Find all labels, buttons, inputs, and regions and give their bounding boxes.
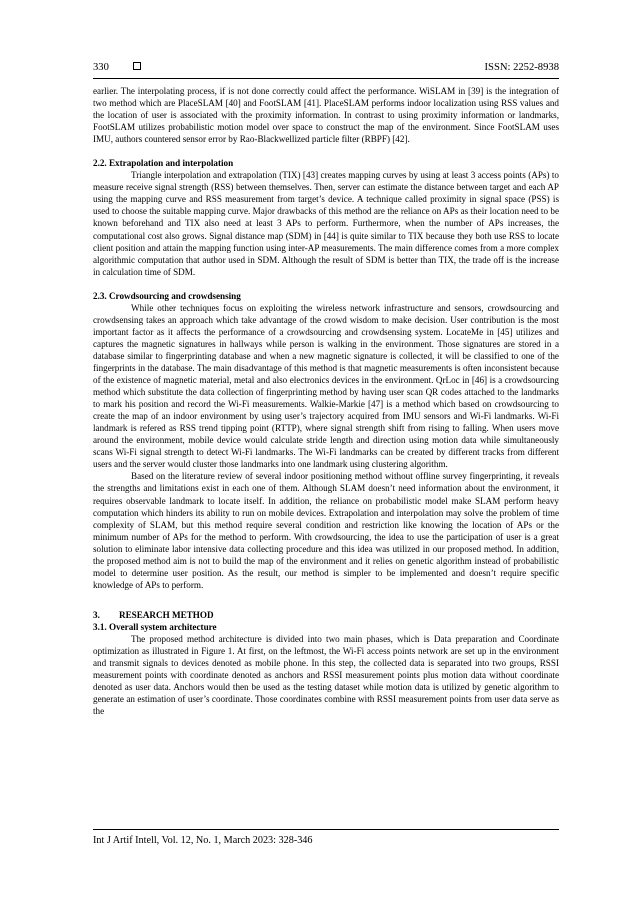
footer-rule [93,829,559,830]
section-title: RESEARCH METHOD [119,609,214,620]
section-number: 3. [93,609,100,620]
paragraph: While other techniques focus on exploiting the wireless network infrastructure and sensors, crowdsourcing and crowdsensing takes an approach which take advantage of the crowd wisdom to make decision. User contribution is the most important factor as it affects the performance of a crowdsourcing and crowdsensing system. LocateMe in [45] utilizes and captures the magnetic signatures in hallways while person is walking in the environment. Those signatures are stored in a database similar to fingerprinting database and when a new magnetic signature is collected, it will be classified to one of the fingerprints in the database. The main disadvantage of this method is that magnetic measurements is often inconsistent because of the existence of magnetic material, metal and also electronics devices in the environment. QrLoc in [46] is a crowdsourcing method which substitute the data collection of fingerprinting method by having user scan QR codes attached to the landmarks to mark his position and record the Wi-Fi measurements. Walkie-Markie [47] is a method which based on crowdsourcing to create the map of an indoor environment by using user’s trajectory acquired from IMU sensors and Wi-Fi landmarks. Wi-Fi landmark is refered as RSS trend tipping point (RTTP), where signal strength shift from rising to falling. When users move around the environment, mobile device would calculate stride length and direction using motion data while simultaneously scans Wi-Fi signal strength to detect Wi-Fi landmarks. The Wi-Fi landmarks can be created by different tracks from different users and the server would cluster those landmarks into one landmark using clustering algorithm. [93,302,559,470]
paragraph: Triangle interpolation and extrapolation (TIX) [43] creates mapping curves by using at least 3 access points (APs) to measure receive signal strength (RSS) between themselves. Then, server can estimate the distance between target and each AP using the mapping curve and RSS measurement from target’s device. A technique called proximity in signal space (PSS) is used to choose the suitable mapping curve. Major drawbacks of this method are the reliance on APs as their location need to be known beforehand and TIX also need at least 3 APs to perform. Furthermore, when the number of APs increases, the computational cost also grows. Signal distance map (SDM) in [44] is quite similar to TIX because they both use RSS to locate client position and attain the mapping function using inter-AP measurements. The main difference comes from a more complex algorithmic computation that author used in SDM. Although the result of SDM is better than TIX, the trade off is the increase in calculation time of SDM. [93,170,559,277]
paragraph: Based on the literature review of several indoor positioning method without offline survey fingerprinting, it reveals the strengths and limitations exist in each one of them. Although SLAM doesn’t need information about the environment, it requires observable landmark to locate itself. In addition, the reliance on probabilistic model make SLAM perform heavy computation which hinders its ability to run on mobile devices. Extrapolation and interpolation may solve the problem of time complexity of SLAM, but this method require several condition and restriction like knowing the location of APs or the minimum number of APs for the method to perform. With crowdsourcing, the idea to use the participation of user is a great solution to eliminate labor intensive data collecting procedure and this idea was utilized in our proposed method. In addition, the proposed method aim is not to build the map of the environment and it relies on genetic algorithm instead of probabilistic model to determine user position. As the result, our method is simpler to be implemented and doesn’t require specific knowledge of APs to perform. [93,471,559,590]
section-heading-2-2: 2.2. Extrapolation and interpolation [93,158,234,169]
section-heading-3 [93,609,559,621]
body-text [93,85,559,717]
section-heading-3-1: 3.1. Overall system architecture [93,621,217,632]
paragraph: The proposed method architecture is divided into two main phases, which is Data preparation and Coordinate optimization as illustrated in Figure 1. At first, on the leftmost, the Wi-Fi access points network are set up in the environment and transmit signals to devices denoted as mobile phone. In this step, the collected data is separated into two groups, RSSI measurement points with coordinate denoted as anchors and RSSI measurement points plus motion data without coordinate denoted as user data. Anchors would then be used as the testing dataset while motion data is utilized by genetic algorithm to generate an estimation of user’s coordinate. Those coordinates combine with RSSI measurement points from user data serve as the [93,633,559,717]
header-rule [93,78,559,79]
footer-citation: Int J Artif Intell, Vol. 12, No. 1, March 2023: 328-346 [93,835,313,846]
page-number: 330 [93,62,109,73]
issn: ISSN: 2252-8938 [484,62,559,73]
section-heading-2-3: 2.3. Crowdsourcing and crowdsensing [93,290,241,301]
page-header [93,59,559,79]
paragraph: earlier. The interpolating process, if is not done correctly could affect the performance. WiSLAM in [39] is the integration of two method which are PlaceSLAM [40] and FootSLAM [41]. PlaceSLAM performs indoor localization using RSS values and the location of user is associated with the proximity information. In contrast to using proximity information or landmarks, FootSLAM utilizes probabilistic motion model over space to construct the map of the environment. Since FootSLAM uses IMU, authors countered sensor error by Rao-Blackwellized particle filter (RBPF) [42]. [93,86,559,145]
square-icon [133,62,141,70]
